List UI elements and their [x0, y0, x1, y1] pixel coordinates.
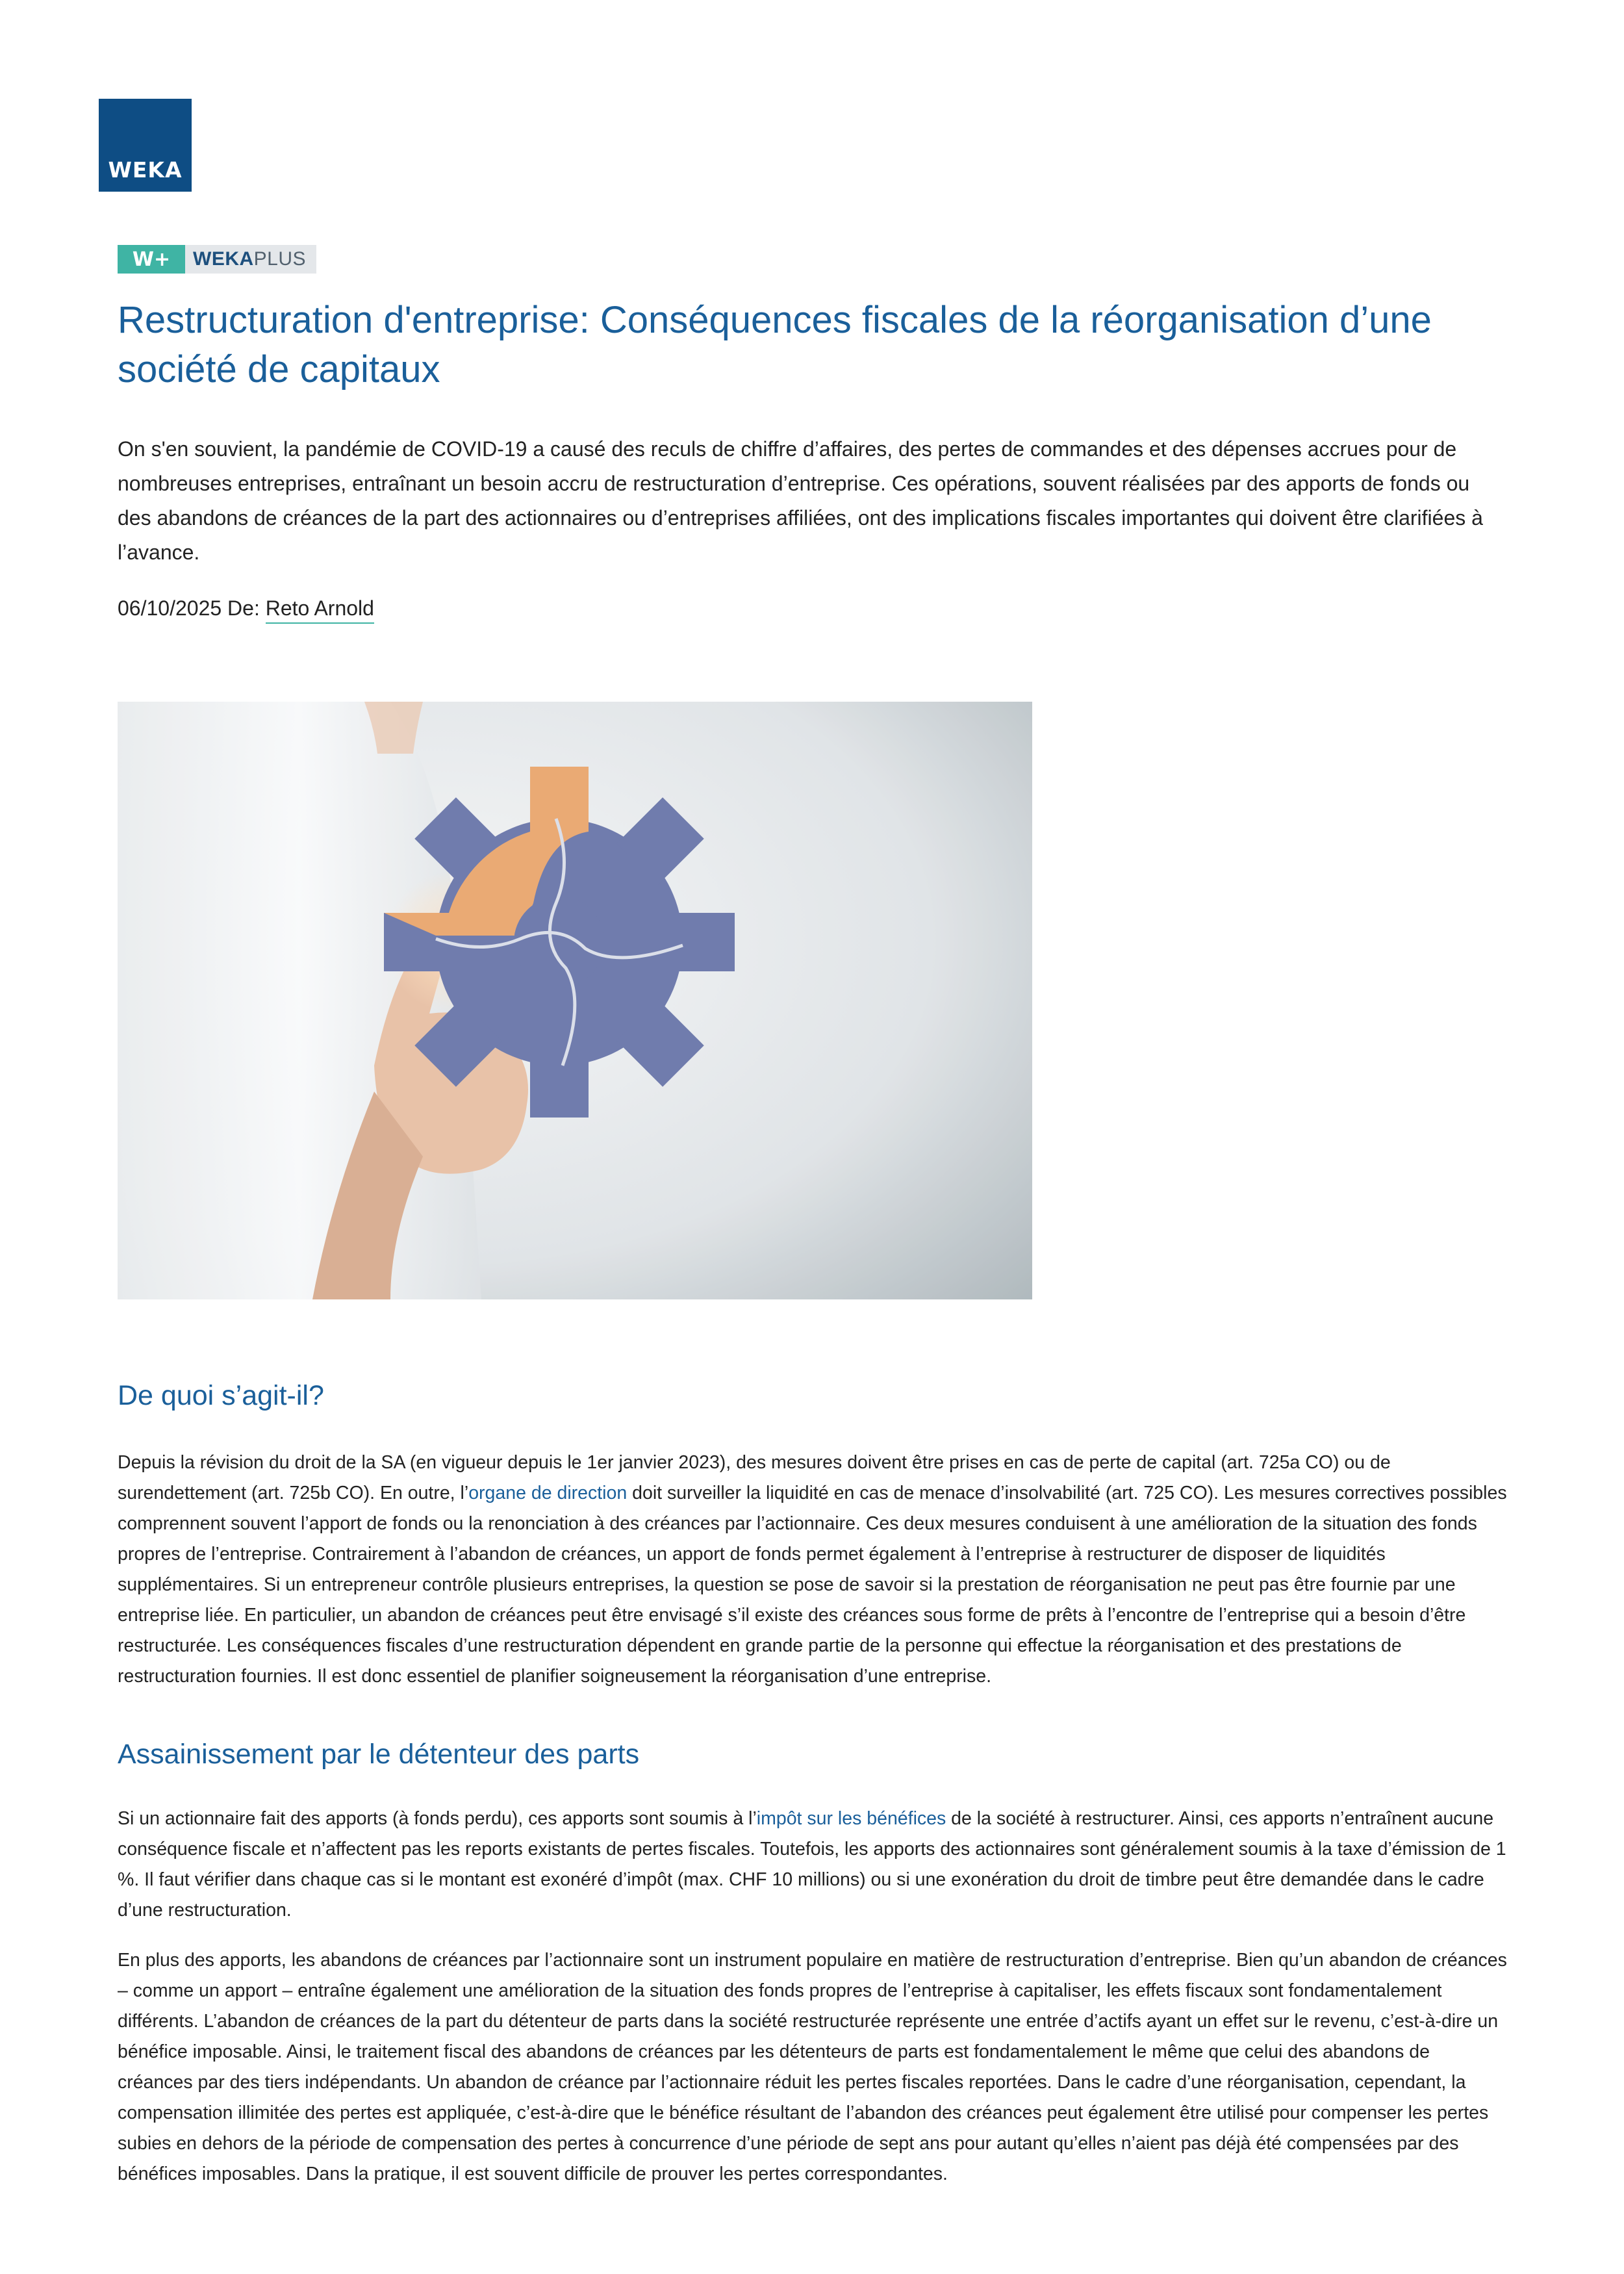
author-prefix: De:	[227, 596, 260, 620]
wekaplus-badge	[118, 245, 316, 274]
wplus-icon: W+	[118, 245, 185, 274]
weka-logo[interactable]	[99, 99, 192, 192]
author-link[interactable]: Reto Arnold	[266, 596, 374, 624]
section-assainissement-paragraph-1	[118, 1804, 1508, 1926]
wekaplus-label	[185, 245, 316, 274]
hero-image	[118, 702, 1032, 1299]
article-lead: On s'en souvient, la pandémie de COVID-19 a causé des reculs de chiffre d’affaires, des pertes de commandes et des dépenses accrues pour de nombreuses entreprises, entraînant un besoin accru de restructuration d’entreprise. Ces opérations, souvent réalisées par des apports de fonds ou des abandons de créances de la part des actionnaires ou d’entreprises affiliées, ont des implications fiscales importantes qui doivent être clarifiées à l’avance.	[118, 437, 1483, 564]
section-what-text-b: doit surveiller la liquidité en cas de menace d’insolvabilité (art. 725 CO). Les mesures correctives possibles comprennent souvent l’apport de fonds ou la renonciation à des créances par l’actionnaire. Ces deux mesures conduisent à une amélioration de la situation des fonds propres de l’entreprise. Contrairement à l’abandon de créances, un apport de fonds permet également à l’entreprise à restructurer de disposer de liquidités supplémentaires. Si un entrepreneur contrôle plusieurs entreprises, la question se pose de savoir si la prestation de réorganisation ne peut pas être fournie par une entreprise liée. En particulier, un abandon de créances peut être envisagé s’il existe des créances sous forme de prêts à l’encontre de l’entreprise qui a besoin d’être restructurée. Les conséquences fiscales d’une restructuration dépendent en grande partie de la personne qui effectue la réorganisation et des prestations de restructuration fournies. Il est donc essentiel de planifier soigneusement la réorganisation d’une entreprise.	[118, 1483, 1507, 1687]
section-heading-what: De quoi s’agit-il?	[118, 1380, 324, 1411]
section-assainissement-paragraph-2: En plus des apports, les abandons de créances par l’actionnaire sont un instrument populaire en matière de restructuration d’entreprise. Bien qu’un abandon de créances – comme un apport – entraîne également une amélioration de la situation des fonds propres de l’entreprise à capitaliser, les effets fiscaux sont fondamentalement différents. L’abandon de créances de la part du détenteur de parts dans la société restructurée représente une entrée d’actifs ayant un effet sur le revenu, c’est-à-dire un bénéfice imposable. Ainsi, le traitement fiscal des abandons de créances par les détenteurs de parts est fondamentalement le même que celui des abandons de créances par des tiers indépendants. Un abandon de créance par l’actionnaire réduit les pertes fiscales reportées. Dans le cadre d’une réorganisation, cependant, la compensation illimitée des pertes est appliquée, c’est-à-dire que le bénéfice résultant de l’abandon des créances peut également être utilisé pour compenser les pertes subies en dehors de la période de compensation des pertes à concurrence d’une période de sept ans pour autant qu’elles n’aient pas déjà été compensées par des bénéfices imposables. Dans la pratique, il est souvent difficile de prouver les pertes correspondantes.	[118, 1950, 1507, 2184]
organe-de-direction-link[interactable]: organe de direction	[468, 1483, 628, 1503]
gear-puzzle-illustration	[118, 702, 1032, 1299]
article-date: 06/10/2025	[118, 596, 222, 620]
weka-logo-text: WEKA	[108, 157, 183, 183]
section-heading-assainissement: Assainissement par le détenteur des parts	[118, 1739, 640, 1770]
section-what-paragraph	[118, 1448, 1508, 1692]
wekaplus-label-bold: WEKA	[193, 248, 254, 270]
section-assainissement-text-a: Si un actionnaire fait des apports (à fonds perdu), ces apports sont soumis à l’	[118, 1808, 757, 1829]
impot-sur-les-benefices-link[interactable]: impôt sur les bénéfices	[756, 1808, 946, 1829]
section-assainissement-text-b: de la société à restructurer. Ainsi, ces apports n’entraînent aucune conséquence fiscale et n’affectent pas les reports existants de pertes fiscales. Toutefois, les apports des actionnaires sont généralement soumis à la taxe d’émission de 1 %. Il faut vérifier dans chaque cas si le montant est exonéré d’impôt (max. CHF 10 millions) ou si une exonération du droit de timbre peut être demandée dans le cadre d’une restructuration.	[118, 1808, 1506, 1921]
wekaplus-label-rest: PLUS	[253, 248, 307, 270]
article-title: Restructuration d'entreprise: Conséquences fiscales de la réorganisation d’une société de capitaux	[118, 299, 1432, 390]
article-meta	[118, 591, 374, 626]
section-what-text-a: Depuis la révision du droit de la SA (en vigueur depuis le 1er janvier 2023), des mesures doivent être prises en cas de perte de capital (art. 725a CO) ou de surendettement (art. 725b CO). En outre, l’	[118, 1452, 1391, 1503]
